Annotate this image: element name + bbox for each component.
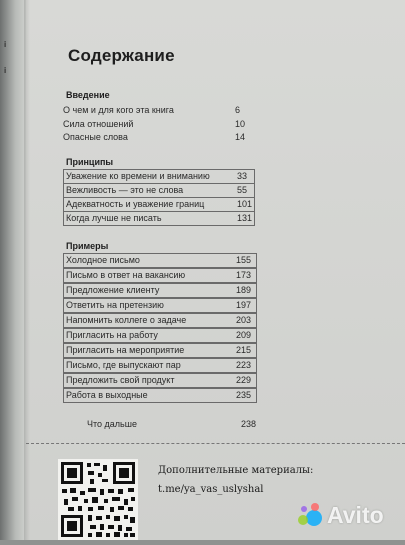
toc-row <box>63 197 255 212</box>
toc-item-label: Работа в выходные <box>66 390 148 400</box>
avito-logo-icon <box>297 502 323 528</box>
toc-item-label: Уважение ко времени и вниманию <box>66 171 210 181</box>
toc-item-page: 131 <box>237 213 253 223</box>
toc-item-label: Сила отношений <box>63 119 134 129</box>
page-title: Содержание <box>68 46 175 65</box>
qr-code <box>58 459 138 540</box>
toc-row <box>63 283 257 298</box>
toc-item-page: 235 <box>236 390 252 400</box>
toc-item-label: Что дальше <box>87 419 137 429</box>
toc-row <box>63 388 257 403</box>
toc-item-page: 14 <box>235 132 246 142</box>
toc-row <box>63 183 255 198</box>
toc-item-label: Холодное письмо <box>66 255 140 265</box>
toc-item-label: Вежливость — это не слова <box>66 185 184 195</box>
toc-row-final <box>87 419 267 432</box>
toc-row <box>63 119 253 132</box>
toc-item-label: Предложение клиенту <box>66 285 160 295</box>
toc-item-label: Предложить свой продукт <box>66 375 175 385</box>
section-heading-intro: Введение <box>66 90 110 100</box>
toc-row <box>63 298 257 313</box>
toc-row <box>63 105 253 118</box>
toc-item-label: Пригласить на работу <box>66 330 158 340</box>
toc-item-label: Ответить на претензию <box>66 300 164 310</box>
toc-item-page: 173 <box>236 270 252 280</box>
toc-row <box>63 211 255 226</box>
adjacent-page-char: і <box>4 66 7 75</box>
toc-item-label: Пригласить на мероприятие <box>66 345 185 355</box>
toc-row <box>63 358 257 373</box>
toc-item-page: 155 <box>236 255 252 265</box>
toc-item-label: Адекватность и уважение границ <box>66 199 205 209</box>
toc-item-page: 6 <box>235 105 241 115</box>
toc-item-page: 33 <box>237 171 248 181</box>
toc-row <box>63 253 257 268</box>
qr-code-graphic <box>58 459 138 540</box>
adjacent-page-char: і <box>4 40 7 49</box>
toc-item-page: 189 <box>236 285 252 295</box>
page-gutter-shadow <box>24 0 30 540</box>
toc-item-page: 203 <box>236 315 252 325</box>
avito-watermark <box>297 497 384 533</box>
toc-row <box>63 373 257 388</box>
toc-row <box>63 343 257 358</box>
toc-item-page: 229 <box>236 375 252 385</box>
toc-item-page: 209 <box>236 330 252 340</box>
avito-wordmark: Avito <box>327 501 384 528</box>
toc-item-page: 10 <box>235 119 246 129</box>
toc-item-page: 223 <box>236 360 252 370</box>
toc-row <box>63 328 257 343</box>
extras-link[interactable]: t.me/ya_vas_uslyshal <box>158 484 264 495</box>
toc-row <box>63 268 257 283</box>
extras-block <box>158 461 313 499</box>
toc-item-label: Письмо, где выпускают пар <box>66 360 181 370</box>
toc-row <box>63 313 257 328</box>
toc-item-page: 55 <box>237 185 248 195</box>
adjacent-page-edge <box>0 0 26 540</box>
toc-item-page: 197 <box>236 300 252 310</box>
toc-row <box>63 169 255 184</box>
toc-item-label: О чем и для кого эта книга <box>63 105 174 115</box>
page-divider <box>26 443 405 444</box>
section-heading-principles: Принципы <box>66 157 114 167</box>
toc-item-page: 215 <box>236 345 252 355</box>
toc-item-label: Опасные слова <box>63 132 128 142</box>
toc-row <box>63 132 253 145</box>
extras-heading: Дополнительные материалы: <box>158 465 314 476</box>
toc-item-label: Письмо в ответ на вакансию <box>66 270 186 280</box>
toc-item-label: Напомнить коллеге о задаче <box>66 315 187 325</box>
section-heading-examples: Примеры <box>66 241 109 251</box>
toc-item-label: Когда лучше не писать <box>66 213 162 223</box>
toc-item-page: 101 <box>237 199 253 209</box>
toc-item-page: 238 <box>241 419 257 429</box>
